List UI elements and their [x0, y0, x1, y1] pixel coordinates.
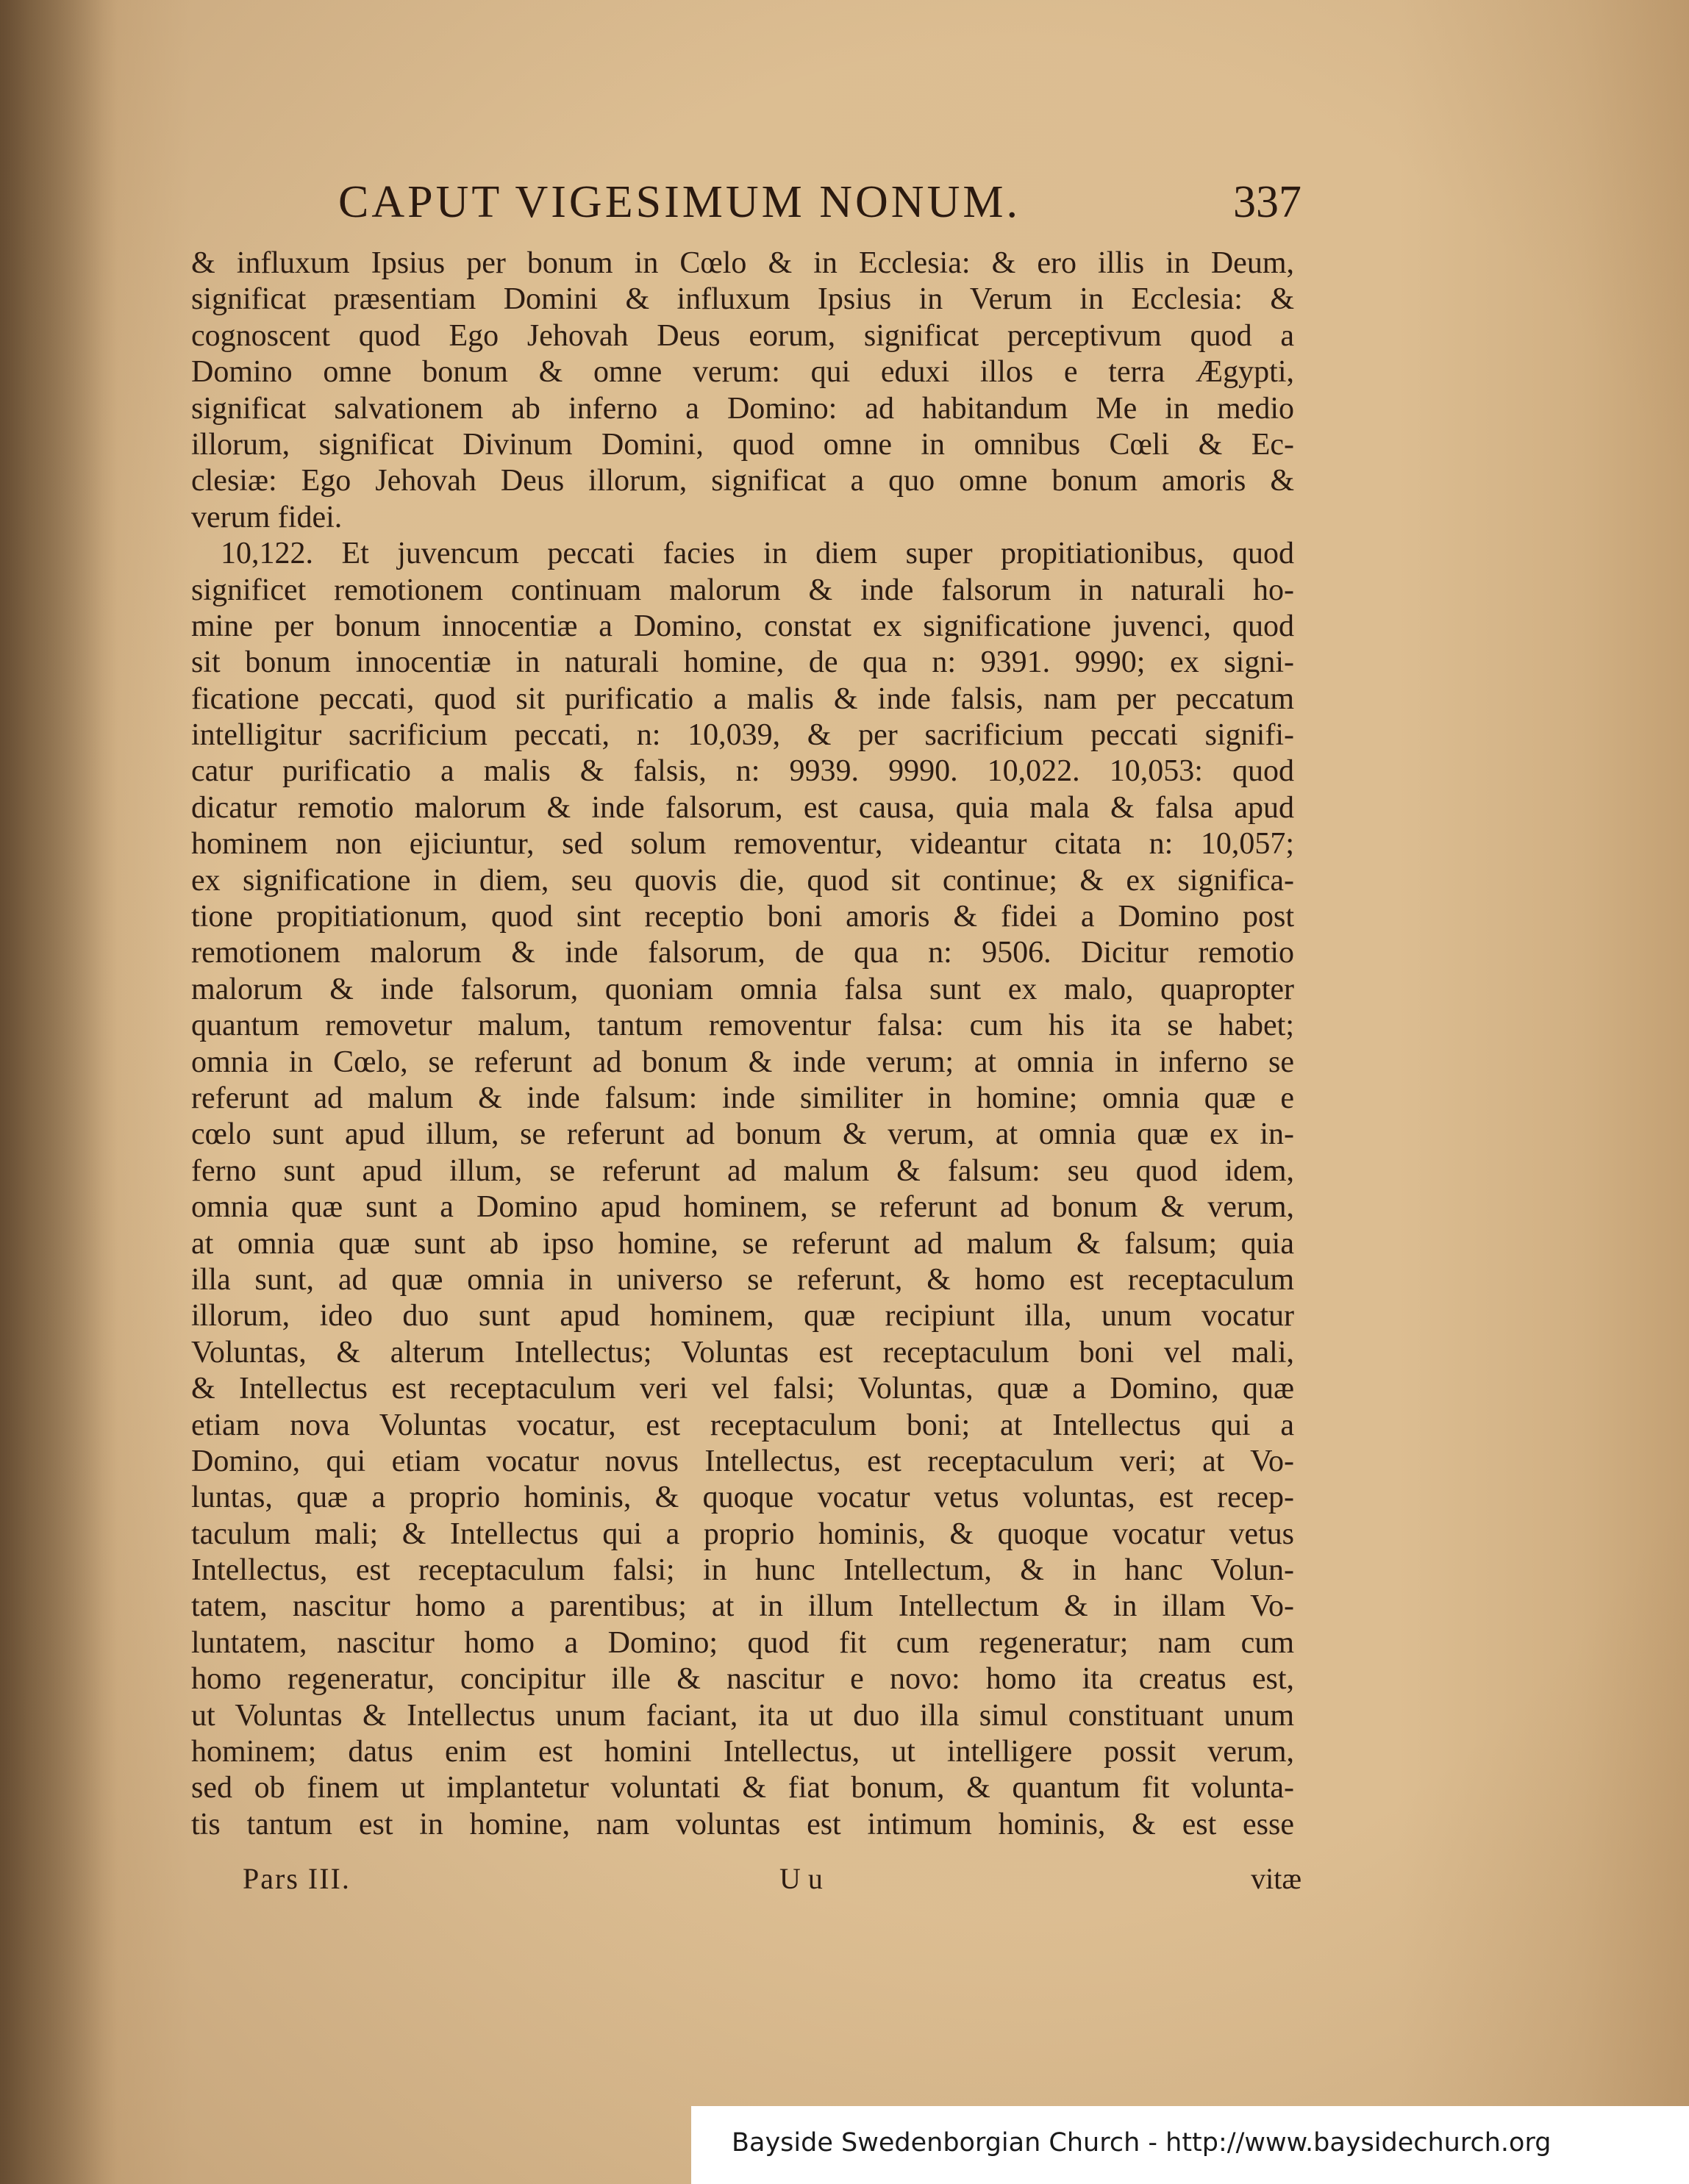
paragraph-start-line: 10,122. Et juvencum peccati facies in diem super propitiationibus, quod [221, 537, 1294, 571]
body-text [191, 246, 1294, 1843]
page-number: 337 [1233, 177, 1301, 227]
text-line: homo regeneratur, concipitur ille & nascitur e novo: homo ita creatus est, [191, 1662, 1294, 1697]
text-line: ficatione peccati, quod sit purificatio a malis & inde falsis, nam per peccatum [191, 681, 1294, 716]
text-line: sed ob finem ut implantetur voluntati & fiat bonum, & quantum fit volunta- [191, 1771, 1294, 1805]
text-line: illa sunt, ad quæ omnia in universo se referunt, & homo est receptaculum [191, 1262, 1294, 1297]
catchword: vitæ [1251, 1862, 1301, 1895]
watermark-banner [691, 2106, 1689, 2184]
text-line: hominem non ejiciuntur, sed solum removentur, videantur citata n: 10,057; [191, 827, 1294, 862]
text-line: & Intellectus est receptaculum veri vel falsi; Voluntas, quæ a Domino, quæ [191, 1372, 1294, 1406]
part-label: Pars III. [243, 1862, 351, 1895]
text-line: mine per bonum innocentiæ a Domino, constat ex significatione juvenci, quod [191, 609, 1294, 643]
text-line: tis tantum est in homine, nam voluntas est intimum hominis, & est esse [191, 1807, 1294, 1841]
text-line: Voluntas, & alterum Intellectus; Voluntas est receptaculum boni vel mali, [191, 1335, 1294, 1370]
watermark-text: Bayside Swedenborgian Church - http://www.baysidechurch.org [732, 2128, 1551, 2158]
text-line: etiam nova Voluntas vocatur, est receptaculum boni; at Intellectus qui a [191, 1408, 1294, 1442]
text-line: referunt ad malum & inde falsum: inde similiter in homine; omnia quæ e [191, 1081, 1294, 1115]
text-line: intelligitur sacrificium peccati, n: 10,039, & per sacrificium peccati signifi- [191, 718, 1294, 753]
spine-shadow [0, 0, 118, 2184]
text-line: malorum & inde falsorum, quoniam omnia falsa sunt ex malo, quapropter [191, 972, 1294, 1006]
text-line: verum fidei. [191, 500, 343, 534]
page-footer [243, 1861, 1301, 1898]
text-line: & influxum Ipsius per bonum in Cœlo & in Ecclesia: & ero illis in Deum, [191, 246, 1294, 280]
text-line: ferno sunt apud illum, se referunt ad malum & falsum: seu quod idem, [191, 1153, 1294, 1188]
text-line: taculum mali; & Intellectus qui a proprio hominis, & quoque vocatur vetus [191, 1517, 1294, 1551]
text-line: illorum, significat Divinum Domini, quod omne in omnibus Cœli & Ec- [191, 427, 1294, 462]
text-line: significat salvationem ab inferno a Domino: ad habitandum Me in medio [191, 391, 1294, 426]
text-line: omnia in Cœlo, se referunt ad bonum & inde verum; at omnia in inferno se [191, 1045, 1294, 1079]
text-line: luntas, quæ a proprio hominis, & quoque vocatur vetus voluntas, est recep- [191, 1481, 1294, 1515]
text-line: clesiæ: Ego Jehovah Deus illorum, significat a quo omne bonum amoris & [191, 464, 1294, 498]
text-line: Domino omne bonum & omne verum: qui eduxi illos e terra Ægypti, [191, 355, 1294, 390]
text-line: significat præsentiam Domini & influxum Ipsius in Verum in Ecclesia: & [191, 282, 1294, 317]
text-line: ut Voluntas & Intellectus unum faciant, ita ut duo illa simul constituant unum [191, 1698, 1294, 1733]
text-line: at omnia quæ sunt ab ipso homine, se referunt ad malum & falsum; quia [191, 1226, 1294, 1261]
text-line: Intellectus, est receptaculum falsi; in hunc Intellectum, & in hanc Volun- [191, 1553, 1294, 1588]
text-line: luntatem, nascitur homo a Domino; quod fit cum regeneratur; nam cum [191, 1625, 1294, 1660]
text-line: cœlo sunt apud illum, se referunt ad bonum & verum, at omnia quæ ex in- [191, 1117, 1294, 1152]
text-line: Domino, qui etiam vocatur novus Intellectus, est receptaculum veri; at Vo- [191, 1444, 1294, 1478]
text-line: cognoscent quod Ego Jehovah Deus eorum, significat perceptivum quod a [191, 318, 1294, 353]
text-line: tatem, nascitur homo a parentibus; at in illum Intellectum & in illam Vo- [191, 1589, 1294, 1624]
text-line: omnia quæ sunt a Domino apud hominem, se referunt ad bonum & verum, [191, 1190, 1294, 1225]
text-line: ex significatione in diem, seu quovis die, quod sit continue; & ex significa- [191, 863, 1294, 898]
text-line: remotionem malorum & inde falsorum, de qua n: 9506. Dicitur remotio [191, 936, 1294, 970]
text-line: catur purificatio a malis & falsis, n: 9939. 9990. 10,022. 10,053: quod [191, 754, 1294, 789]
text-line: illorum, ideo duo sunt apud hominem, quæ recipiunt illa, unum vocatur [191, 1299, 1294, 1333]
text-line: tione propitiationum, quod sint receptio boni amoris & fidei a Domino post [191, 900, 1294, 934]
text-line: sit bonum innocentiæ in naturali homine, de qua n: 9391. 9990; ex signi- [191, 645, 1294, 680]
text-line: significet remotionem continuam malorum & inde falsorum in naturali ho- [191, 573, 1294, 607]
text-line: hominem; datus enim est homini Intellectus, ut intelligere possit verum, [191, 1735, 1294, 1769]
signature-mark: U u [779, 1862, 823, 1895]
page-header [338, 176, 1301, 235]
running-title: CAPUT VIGESIMUM NONUM. [338, 177, 1021, 227]
text-line: dicatur remotio malorum & inde falsorum, est causa, quia mala & falsa apud [191, 790, 1294, 825]
text-line: quantum removetur malum, tantum removentur falsa: cum his ita se habet; [191, 1009, 1294, 1043]
